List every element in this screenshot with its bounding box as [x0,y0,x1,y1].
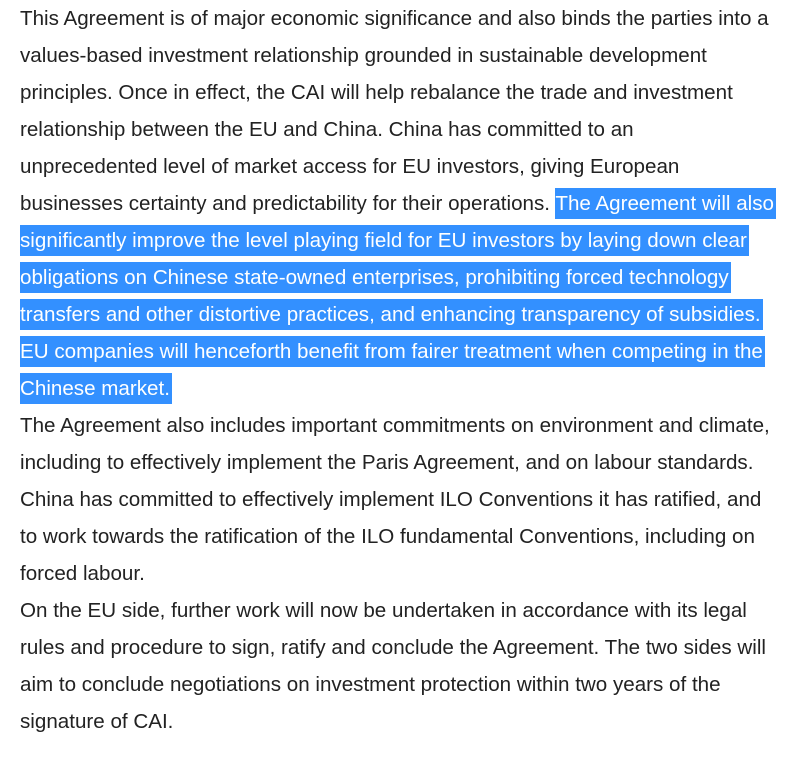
paragraph-3: On the EU side, further work will now be undertaken in accordance with its legal rules and procedure to sign, ratify and conclude the Agreement. The two sides will aim to conclude negotiations on investment protection within two years of the signature of CAI. [20,599,766,733]
paragraph-2: The Agreement also includes important commitments on environment and climate, including to effectively implement the Paris Agreement, and on labour standards. China has committed to effectively implement ILO Conventions it has ratified, and to work towards the ratification of the ILO fundamental Conventions, including on forced labour. [20,414,770,585]
article-body [20,0,775,740]
paragraph-1 [20,0,775,407]
paragraph-1-text: This Agreement is of major economic significance and also binds the parties into a values-based investment relationship grounded in sustainable development principles. Once in effect, the CAI will help rebalance the trade and investment relationship between the EU and China. China has committed to an unprecedented level of market access for EU investors, giving European businesses certainty and predictability for their operations. [20,7,769,215]
selected-text-highlight[interactable]: The Agreement will also significantly improve the level playing field for EU investors by laying down clear obligations on Chinese state-owned enterprises, prohibiting forced technology transfers and other distortive practices, and enhancing transparency of subsidies. EU companies will henceforth benefit from fairer treatment when competing in the Chinese market. [20,188,776,404]
